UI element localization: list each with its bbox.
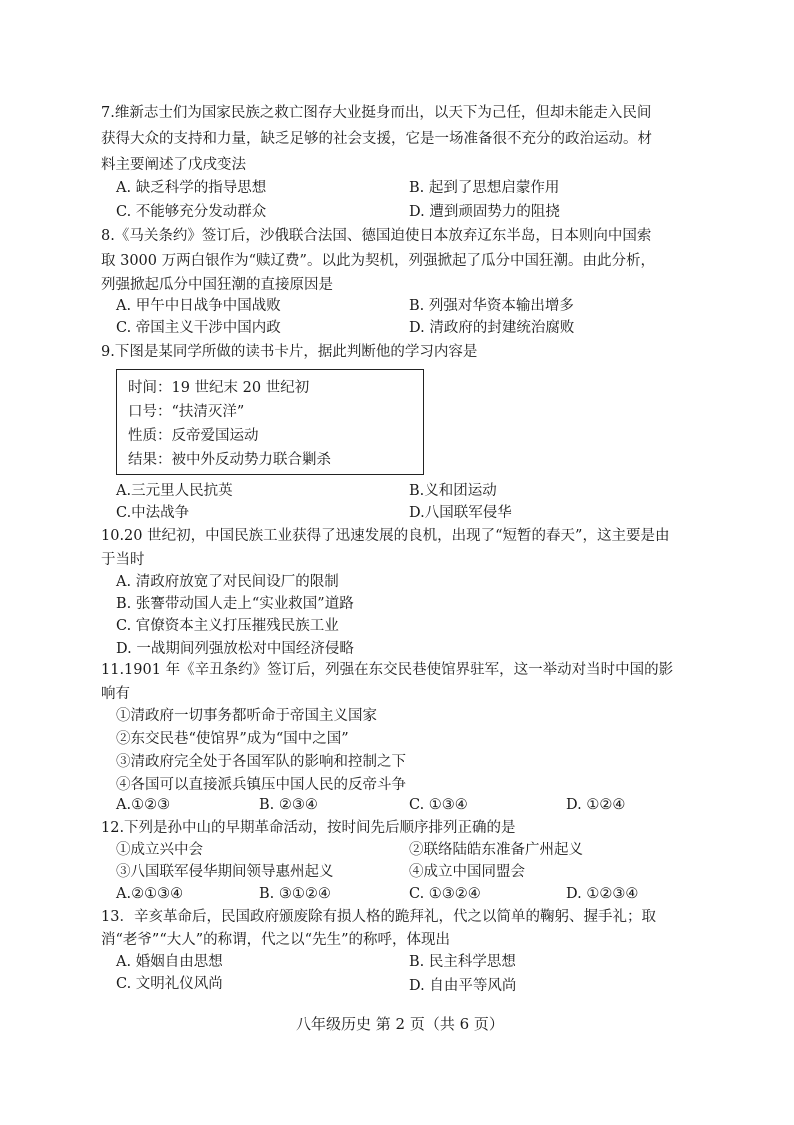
q11-option-a: A.①②③ <box>116 797 171 813</box>
q13-stem-line-1: 13．辛亥革命后，民国政府颁废除有损人格的跪拜礼，代之以简单的鞠躬、握手礼；取 <box>101 909 656 925</box>
q8-option-c: C. 帝国主义干涉中国内政 <box>116 320 281 336</box>
reading-card-result: 结果：被中外反动势力联合剿杀 <box>128 452 331 468</box>
q9-option-d: D.八国联军侵华 <box>409 505 512 521</box>
q8-stem-line-2: 取 3000 万两白银作为“赎辽费”。以此为契机，列强掀起了瓜分中国狂潮。由此分析， <box>101 253 655 269</box>
q13-option-b: B. 民主科学思想 <box>409 954 516 970</box>
q12-item-4: ④成立中国同盟会 <box>409 864 525 880</box>
reading-card-slogan: 口号：“扶清灭洋” <box>128 404 245 420</box>
reading-card-time: 时间：19 世纪末 20 世纪初 <box>128 380 310 396</box>
q10-option-a: A. 清政府放宽了对民间设厂的限制 <box>116 574 339 590</box>
q13-stem-line-2: 消“老爷”“大人”的称谓，代之以“先生”的称呼，体现出 <box>101 932 450 948</box>
q12-item-2: ②联络陆皓东准备广州起义 <box>409 842 583 858</box>
q10-option-d: D. 一战期间列强放松对中国经济侵略 <box>116 641 354 657</box>
q13-option-c: C. 文明礼仪风尚 <box>116 976 223 992</box>
q12-stem: 12.下列是孙中山的早期革命活动，按时间先后顺序排列正确的是 <box>101 820 516 836</box>
q10-stem-line-1: 10.20 世纪初，中国民族工业获得了迅速发展的良机，出现了“短暂的春天”，这主要是由 <box>101 528 670 544</box>
q7-option-b: B. 起到了思想启蒙作用 <box>409 180 560 196</box>
q10-stem-line-2: 于当时 <box>101 552 145 568</box>
q7-option-a: A. 缺乏科学的指导思想 <box>116 180 267 196</box>
q8-option-b: B. 列强对华资本输出增多 <box>409 298 574 314</box>
page-footer: 八年级历史 第 2 页（共 6 页） <box>296 1015 504 1033</box>
q7-stem-line-2: 获得大众的支持和力量，缺乏足够的社会支援，它是一场准备很不充分的政治运动。材 <box>101 131 652 147</box>
q11-stem-line-2: 响有 <box>101 686 130 702</box>
q11-item-3: ③清政府完全处于各国军队的影响和控制之下 <box>116 754 406 770</box>
q7-option-d: D. 遭到顽固势力的阻挠 <box>409 204 560 220</box>
q13-option-a: A. 婚姻自由思想 <box>116 954 223 970</box>
q12-option-d: D. ①②③④ <box>566 886 639 902</box>
q7-option-c: C. 不能够充分发动群众 <box>116 204 267 220</box>
q12-item-3: ③八国联军侵华期间领导惠州起义 <box>116 864 334 880</box>
q13-option-d: D. 自由平等风尚 <box>409 978 517 994</box>
q11-option-b: B. ②③④ <box>259 797 318 813</box>
reading-card-nature: 性质：反帝爱国运动 <box>128 428 259 444</box>
q11-stem-line-1: 11.1901 年《辛丑条约》签订后，列强在东交民巷使馆界驻军，这一举动对当时中国的影 <box>101 662 674 678</box>
q12-item-1: ①成立兴中会 <box>116 842 203 858</box>
q8-option-d: D. 清政府的封建统治腐败 <box>409 320 575 336</box>
q9-option-b: B.义和团运动 <box>409 483 497 499</box>
q11-item-4: ④各国可以直接派兵镇压中国人民的反帝斗争 <box>116 777 406 793</box>
q9-option-a: A.三元里人民抗英 <box>116 483 233 499</box>
q12-option-c: C. ①③②④ <box>409 886 481 902</box>
q8-stem-line-3: 列强掀起瓜分中国狂潮的直接原因是 <box>101 277 333 293</box>
q11-item-2: ②东交民巷“使馆界”成为“国中之国” <box>116 731 349 747</box>
q12-option-a: A.②①③④ <box>116 886 184 902</box>
q7-stem-line-3: 料主要阐述了戊戌变法 <box>101 157 246 173</box>
q11-option-d: D. ①②④ <box>566 797 626 813</box>
q11-option-c: C. ①③④ <box>409 797 468 813</box>
q12-option-b: B. ③①②④ <box>259 886 331 902</box>
q8-stem-line-1: 8.《马关条约》签订后，沙俄联合法国、德国迫使日本放弃辽东半岛，日本则向中国索 <box>101 228 652 244</box>
q11-item-1: ①清政府一切事务都听命于帝国主义国家 <box>116 708 377 724</box>
q9-option-c: C.中法战争 <box>116 505 190 521</box>
q9-stem: 9.下图是某同学所做的读书卡片，据此判断他的学习内容是 <box>101 344 478 360</box>
q8-option-a: A. 甲午中日战争中国战败 <box>116 298 281 314</box>
q10-option-b: B. 张謇带动国人走上“实业救国”道路 <box>116 596 354 612</box>
q10-option-c: C. 官僚资本主义打压摧残民族工业 <box>116 618 339 634</box>
q7-stem-line-1: 7.维新志士们为国家民族之救亡图存大业挺身而出，以天下为己任，但却未能走入民间 <box>101 105 652 121</box>
